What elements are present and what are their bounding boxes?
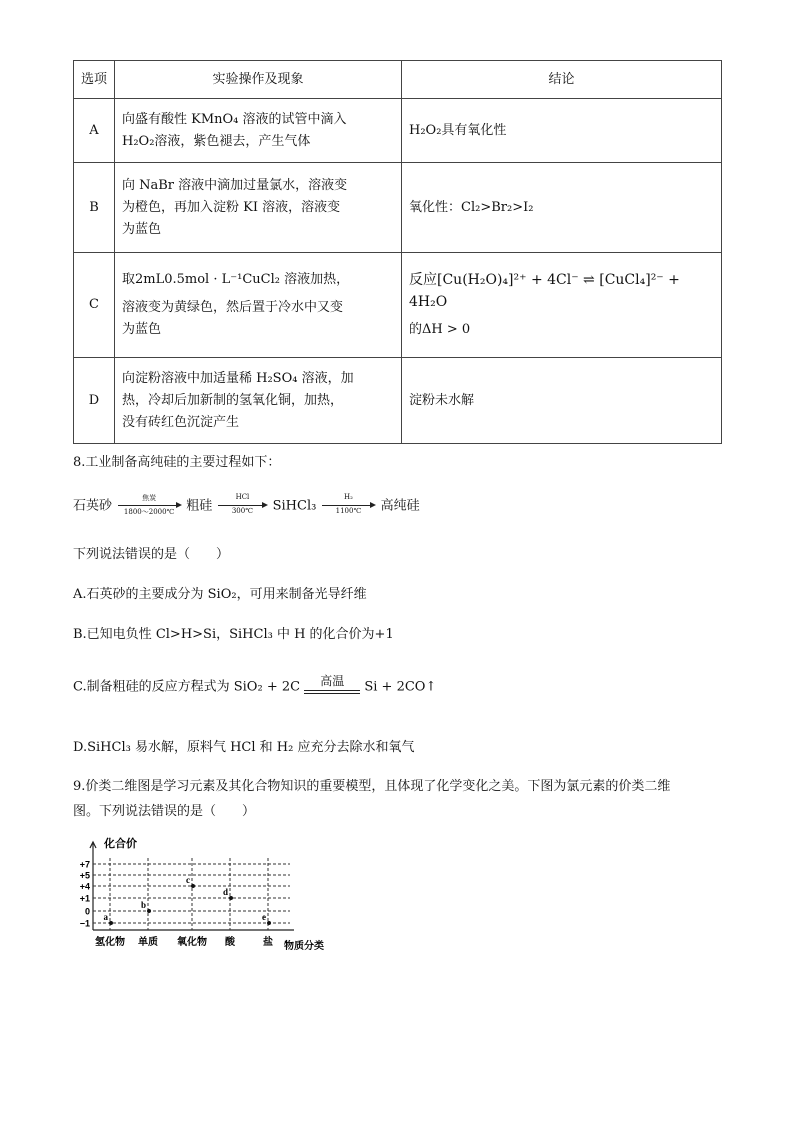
arrow-2-condition-top: HCl bbox=[235, 493, 250, 501]
header-option: 选项 bbox=[74, 61, 115, 99]
arrow-3-condition-top: H₂ bbox=[343, 493, 353, 501]
y-tick-label: +7 bbox=[79, 859, 90, 870]
table-row bbox=[74, 358, 722, 444]
data-point-e bbox=[267, 921, 271, 925]
chart-y-axis-label: 化合价 bbox=[104, 838, 137, 850]
row-conclusion: 淀粉未水解 bbox=[402, 358, 722, 444]
op-line: 向淀粉溶液中加适量稀 H₂SO₄ 溶液，加 bbox=[122, 370, 354, 386]
header-operation: 实验操作及现象 bbox=[115, 61, 402, 99]
arrow-3-line bbox=[322, 505, 374, 506]
row-conclusion bbox=[402, 253, 722, 358]
x-category-label: 氧化物 bbox=[177, 937, 207, 948]
op-line: 取2mL0.5mol · L⁻¹CuCl₂ 溶液加热， bbox=[122, 272, 350, 287]
row-option: B bbox=[74, 163, 115, 253]
q8-option-b: B.已知电负性 Cl>H>Si，SiHCl₃ 中 H 的化合价为+1 bbox=[73, 627, 394, 642]
q8-ask: 下列说法错误的是（ ） bbox=[73, 547, 230, 562]
q9-line-2: 图。下列说法错误的是（ ） bbox=[73, 804, 256, 819]
x-category-label: 氢化物 bbox=[95, 937, 125, 948]
arrow-1-condition-bottom: 1800～2000℃ bbox=[123, 508, 175, 516]
op-line: 溶液变为黄绿色，然后置于冷水中又变 bbox=[122, 300, 344, 315]
table-row bbox=[74, 163, 722, 253]
op-line: 热，冷却后加新制的氢氧化铜，加热， bbox=[122, 392, 344, 408]
table-row bbox=[74, 99, 722, 163]
row-conclusion: H₂O₂具有氧化性 bbox=[402, 99, 722, 163]
arrow-2-condition-bottom: 300℃ bbox=[231, 507, 254, 515]
op-line: 为橙色，再加入淀粉 KI 溶液，溶液变 bbox=[122, 199, 341, 215]
arrow-1-condition-top: 焦炭 bbox=[142, 494, 157, 502]
data-point-d bbox=[229, 896, 233, 900]
equation-condition: 高温 bbox=[320, 674, 345, 688]
y-tick-label: +1 bbox=[79, 893, 90, 904]
flow-crude-silicon: 粗硅 bbox=[186, 498, 213, 514]
q8-stem: 8.工业制备高纯硅的主要过程如下： bbox=[73, 455, 281, 470]
q8-option-a: A.石英砂的主要成分为 SiO₂，可用来制备光导纤维 bbox=[73, 587, 367, 602]
data-point-label-d: d bbox=[222, 887, 228, 897]
equation-line-2 bbox=[304, 693, 360, 694]
arrow-2-line bbox=[218, 505, 266, 506]
y-tick-label: +4 bbox=[79, 881, 90, 892]
row-operation bbox=[115, 163, 402, 253]
flow-quartz-sand: 石英砂 bbox=[73, 498, 113, 514]
y-tick-label: +5 bbox=[79, 870, 90, 881]
option-c-products: Si + 2CO↑ bbox=[364, 679, 437, 695]
q8-flow bbox=[73, 494, 420, 518]
y-tick-label: 0 bbox=[84, 906, 90, 917]
q8-option-c bbox=[73, 674, 436, 700]
row-conclusion: 氧化性：Cl₂>Br₂>I₂ bbox=[402, 163, 722, 253]
flow-arrow-1 bbox=[116, 494, 182, 518]
op-line: 向盛有酸性 KMnO₄ 溶液的试管中滴入 bbox=[122, 111, 347, 127]
row-operation bbox=[115, 99, 402, 163]
data-point-label-b: b bbox=[140, 900, 146, 910]
flow-arrow-3 bbox=[320, 494, 376, 518]
op-line: 为蓝色 bbox=[122, 322, 162, 337]
valence-class-chart bbox=[68, 830, 348, 955]
q9-line-1: 9.价类二维图是学习元素及其化合物知识的重要模型，且体现了化学变化之美。下图为氯元素的价类二维 bbox=[73, 779, 671, 794]
data-point-label-a: a bbox=[103, 912, 108, 922]
arrow-1-line bbox=[118, 505, 180, 506]
x-category-label: 酸 bbox=[225, 937, 235, 948]
op-line: 向 NaBr 溶液中滴加过量氯水，溶液变 bbox=[122, 177, 348, 193]
flow-arrow-2 bbox=[216, 494, 268, 518]
experiment-table bbox=[73, 60, 722, 444]
op-line: 为蓝色 bbox=[122, 221, 162, 237]
data-point-label-e: e bbox=[262, 912, 266, 922]
data-point-b bbox=[147, 909, 151, 913]
chart-x-axis-label: 物质分类 bbox=[284, 941, 324, 952]
equation-line-1 bbox=[304, 690, 360, 691]
header-conclusion: 结论 bbox=[402, 61, 722, 99]
row-option: C bbox=[74, 253, 115, 358]
x-category-label: 盐 bbox=[263, 937, 273, 948]
conclusion-line: 反应[Cu(H₂O)₄]²⁺ + 4Cl⁻ ⇌ [CuCl₄]²⁻ + 4H₂O bbox=[409, 272, 680, 310]
row-option: A bbox=[74, 99, 115, 163]
row-option: D bbox=[74, 358, 115, 444]
table-header-row bbox=[74, 61, 722, 99]
table-row bbox=[74, 253, 722, 358]
y-tick-label: −1 bbox=[79, 918, 90, 929]
data-point-c bbox=[191, 884, 195, 888]
flow-sihcl3: SiHCl₃ bbox=[272, 498, 317, 514]
op-line: 没有砖红色沉淀产生 bbox=[122, 414, 240, 430]
equation-sign bbox=[304, 674, 360, 700]
data-point-a bbox=[109, 921, 113, 925]
conclusion-line: 的ΔH > 0 bbox=[409, 322, 471, 337]
row-operation bbox=[115, 253, 402, 358]
q8-option-d: D.SiHCl₃ 易水解，原料气 HCl 和 H₂ 应充分去除水和氧气 bbox=[73, 740, 415, 755]
flow-high-purity-silicon: 高纯硅 bbox=[380, 498, 420, 514]
op-line: H₂O₂溶液，紫色褪去，产生气体 bbox=[122, 133, 311, 149]
x-category-label: 单质 bbox=[138, 937, 158, 948]
row-operation bbox=[115, 358, 402, 444]
option-c-text: C.制备粗硅的反应方程式为 SiO₂ + 2C bbox=[73, 679, 301, 695]
data-point-label-c: c bbox=[186, 875, 190, 885]
arrow-3-condition-bottom: 1100℃ bbox=[335, 507, 362, 515]
